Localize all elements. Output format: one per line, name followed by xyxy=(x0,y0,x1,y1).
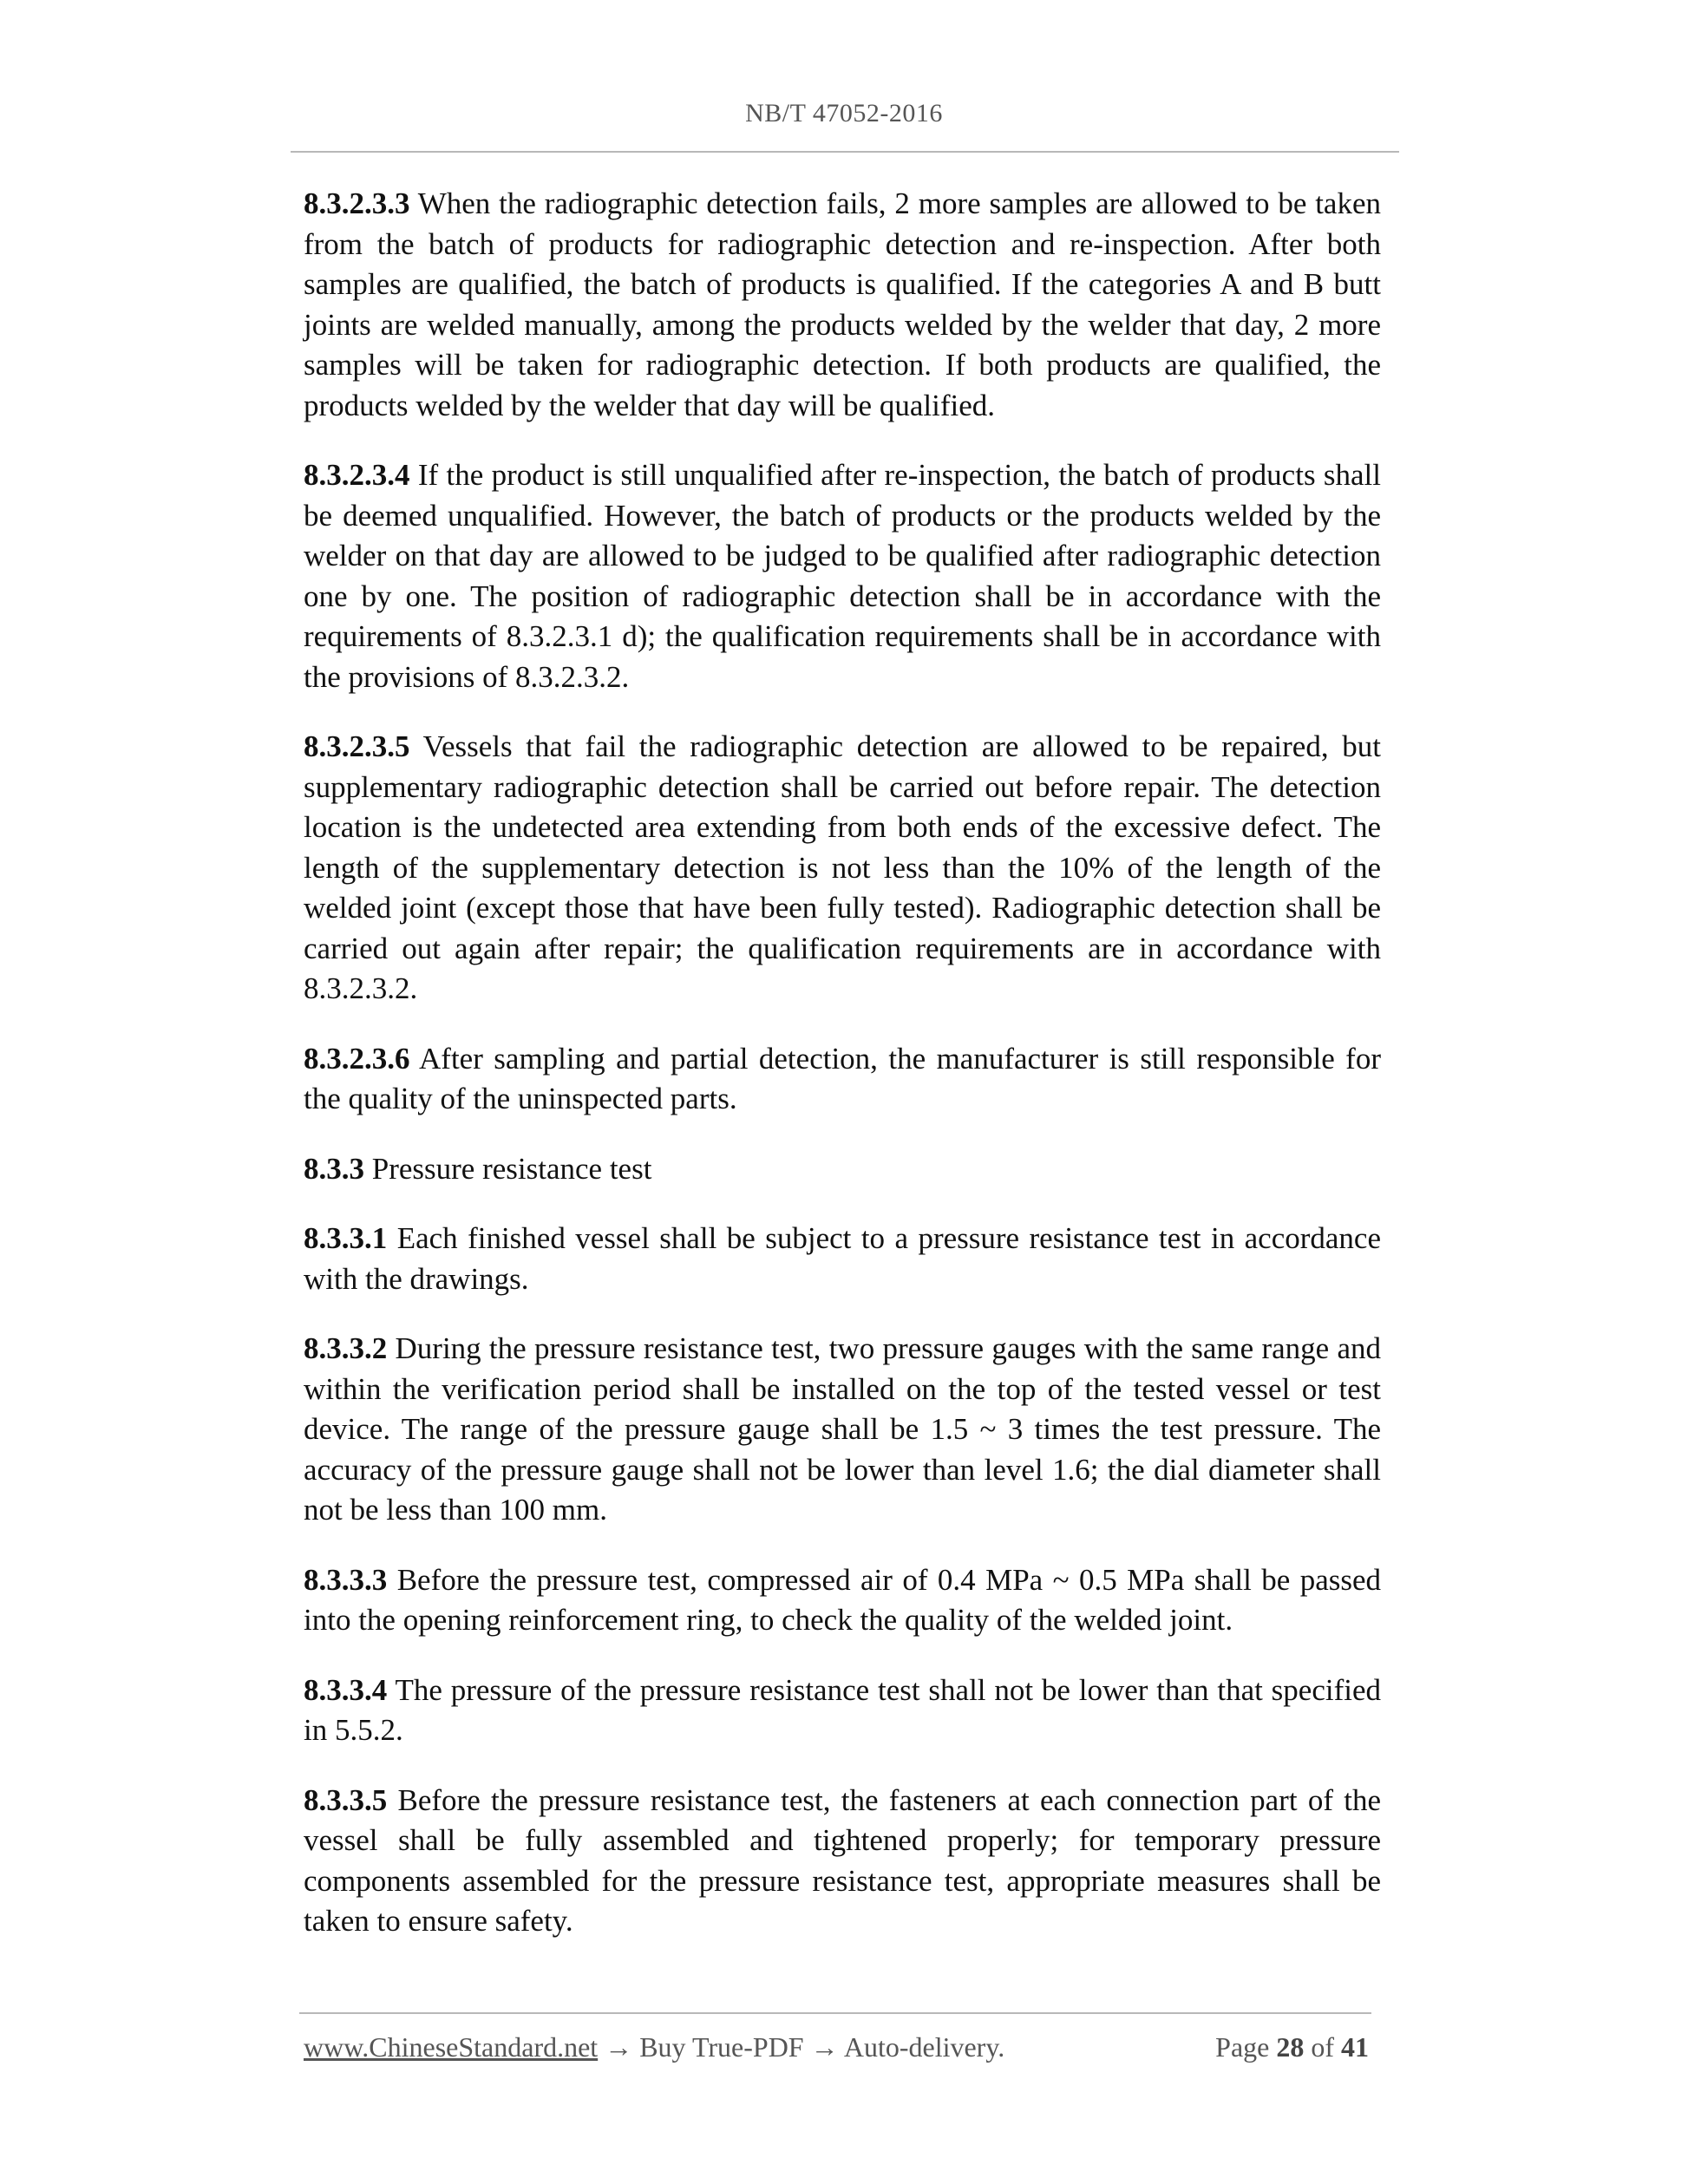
document-body xyxy=(304,184,1381,1971)
clause-text: Before the pressure test, compressed air of 0.4 MPa ~ 0.5 MPa shall be passed into the opening reinforcement ring, to check the quality of the welded joint. xyxy=(304,1562,1382,1637)
buy-pdf-text: Buy True-PDF xyxy=(639,2031,804,2063)
auto-delivery-text: Auto-delivery. xyxy=(843,2031,1005,2063)
clause-number: 8.3.3 xyxy=(304,1151,364,1186)
clause-8-3-3-5 xyxy=(304,1781,1381,1942)
clause-8-3-2-3-3 xyxy=(304,184,1381,426)
clause-8-3-3-1 xyxy=(304,1219,1381,1299)
section-title: Pressure resistance test xyxy=(371,1151,652,1186)
clause-text: When the radiographic detection fails, 2 more samples are allowed to be taken from the batch of products for radiographic detection and re-inspection. After both samples are qualified, the batch of products is qualified. If the categories A and B butt joints are welded manually, among the products welded by the welder that day, 2 more samples will be taken for radiographic detection. If both products are qualified, the products welded by the welder that day will be qualified. xyxy=(304,186,1381,422)
total-page-number: 41 xyxy=(1341,2031,1369,2063)
document-header xyxy=(0,99,1688,128)
of-label: of xyxy=(1311,2031,1334,2063)
clause-text: If the product is still unqualified after re-inspection, the batch of products shall be deemed unqualified. However, the batch of products or the products welded by the welder on that day are allowed to be judged to be qualified after radiographic detection one by one. The position of radiographic detection shall be in accordance with the requirements of 8.3.2.3.1 d); the qualification requirements shall be in accordance with the provisions of 8.3.2.3.2. xyxy=(304,458,1382,694)
arrow-right-icon: → xyxy=(605,2031,633,2063)
clause-8-3-2-3-5 xyxy=(304,727,1381,1010)
footer-divider xyxy=(299,2012,1371,2014)
clause-text: During the pressure resistance test, two pressure gauges with the same range and within the verification period shall be installed on the top of the tested vessel or test device. The range of the pressure gauge shall be 1.5 ~ 3 times the test pressure. The accuracy of the pressure gauge shall not be lower than level 1.6; the dial diameter shall not be less than 100 mm. xyxy=(304,1331,1381,1527)
clause-8-3-3-2 xyxy=(304,1329,1381,1531)
current-page-number: 28 xyxy=(1276,2031,1305,2063)
standard-code: NB/T 47052-2016 xyxy=(745,99,943,128)
clause-number: 8.3.3.5 xyxy=(304,1782,388,1817)
clause-number: 8.3.2.3.6 xyxy=(304,1041,410,1076)
page-counter xyxy=(1215,2031,1369,2063)
clause-8-3-2-3-4 xyxy=(304,455,1381,697)
clause-text: The pressure of the pressure resistance test shall not be lower than that specified in 5.5.2. xyxy=(304,1672,1381,1747)
clause-text: Before the pressure resistance test, the fasteners at each connection part of the vessel shall be fully assembled and tightened properly; for temporary pressure components assembled for the pressure resistance test, appropriate measures shall be taken to ensure safety. xyxy=(304,1782,1381,1938)
header-divider xyxy=(291,151,1399,153)
clause-number: 8.3.3.2 xyxy=(304,1331,388,1365)
footer-promo xyxy=(304,2031,1004,2063)
website-link[interactable]: www.ChineseStandard.net xyxy=(304,2031,599,2063)
clause-number: 8.3.2.3.4 xyxy=(304,458,410,492)
arrow-right-icon: → xyxy=(810,2031,839,2063)
page-label: Page xyxy=(1215,2031,1270,2063)
clause-text: After sampling and partial detection, the manufacturer is still responsible for the quality of the uninspected parts. xyxy=(304,1041,1381,1115)
section-heading-8-3-3 xyxy=(304,1149,1381,1190)
clause-number: 8.3.3.3 xyxy=(304,1562,388,1597)
clause-number: 8.3.2.3.3 xyxy=(304,186,410,220)
clause-text: Vessels that fail the radiographic detection are allowed to be repaired, but supplementary radiographic detection shall be carried out before repair. The detection location is the undetected area extending from both ends of the excessive defect. The length of the supplementary detection is not less than the 10% of the length of the welded joint (except those that have been fully tested). Radiographic detection shall be carried out again after repair; the qualification requirements are in accordance with 8.3.2.3.2. xyxy=(304,729,1381,1005)
clause-number: 8.3.3.1 xyxy=(304,1221,388,1255)
clause-number: 8.3.3.4 xyxy=(304,1672,388,1707)
clause-8-3-2-3-6 xyxy=(304,1039,1381,1120)
clause-text: Each finished vessel shall be subject to a pressure resistance test in accordance with the drawings. xyxy=(304,1221,1381,1296)
clause-8-3-3-4 xyxy=(304,1671,1381,1751)
clause-8-3-3-3 xyxy=(304,1560,1381,1641)
clause-number: 8.3.2.3.5 xyxy=(304,729,410,763)
